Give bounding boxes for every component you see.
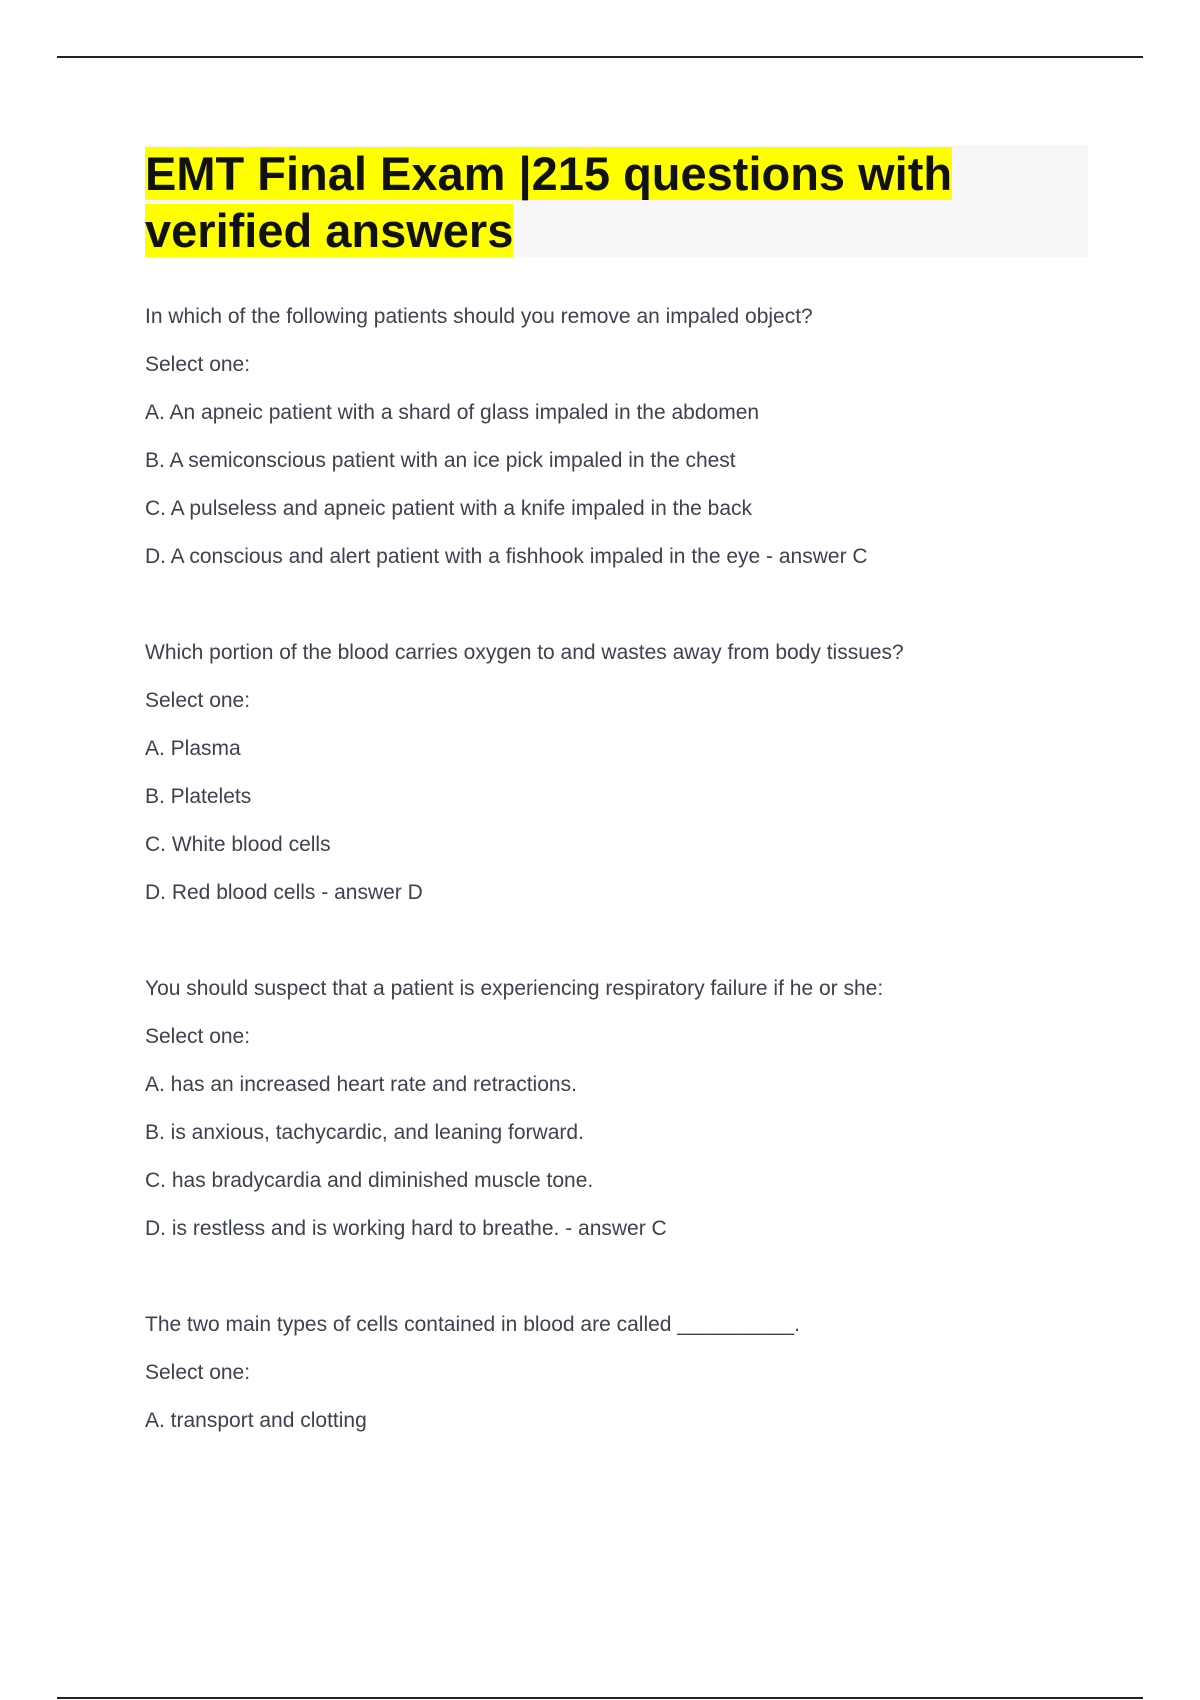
option-c: C. White blood cells bbox=[145, 833, 331, 856]
select-prompt: Select one: bbox=[145, 353, 251, 376]
option-b: B. is anxious, tachycardic, and leaning forward. bbox=[145, 1121, 584, 1144]
question-text: In which of the following patients should you remove an impaled object? bbox=[145, 305, 813, 328]
bottom-rule bbox=[57, 1697, 1143, 1699]
select-prompt: Select one: bbox=[145, 1025, 251, 1048]
question-1 bbox=[145, 303, 1105, 571]
question-2 bbox=[145, 639, 1105, 907]
question-3 bbox=[145, 975, 1105, 1243]
option-b: B. Platelets bbox=[145, 785, 252, 808]
select-prompt: Select one: bbox=[145, 1361, 251, 1384]
questions-list bbox=[145, 303, 1105, 1503]
question-text: Which portion of the blood carries oxygen to and wastes away from body tissues? bbox=[145, 641, 904, 664]
question-text: The two main types of cells contained in blood are called __________. bbox=[145, 1313, 800, 1336]
option-b: B. A semiconscious patient with an ice pick impaled in the chest bbox=[145, 449, 736, 472]
option-a: A. transport and clotting bbox=[145, 1409, 367, 1432]
document-title bbox=[145, 145, 1088, 259]
option-a: A. has an increased heart rate and retractions. bbox=[145, 1073, 577, 1096]
option-c: C. A pulseless and apneic patient with a knife impaled in the back bbox=[145, 497, 753, 520]
question-4 bbox=[145, 1311, 1105, 1435]
title-line-1: EMT Final Exam |215 questions with bbox=[145, 147, 953, 200]
option-a: A. An apneic patient with a shard of glass impaled in the abdomen bbox=[145, 401, 760, 424]
option-c: C. has bradycardia and diminished muscle tone. bbox=[145, 1169, 594, 1192]
select-prompt: Select one: bbox=[145, 689, 251, 712]
option-a: A. Plasma bbox=[145, 737, 241, 760]
top-rule bbox=[57, 56, 1143, 58]
question-text: You should suspect that a patient is experiencing respiratory failure if he or she: bbox=[145, 977, 884, 1000]
option-d: D. Red blood cells - answer D bbox=[145, 881, 423, 904]
title-line-2: verified answers bbox=[145, 204, 514, 257]
option-d: D. A conscious and alert patient with a fishhook impaled in the eye - answer C bbox=[145, 545, 868, 568]
option-d: D. is restless and is working hard to breathe. - answer C bbox=[145, 1217, 667, 1240]
